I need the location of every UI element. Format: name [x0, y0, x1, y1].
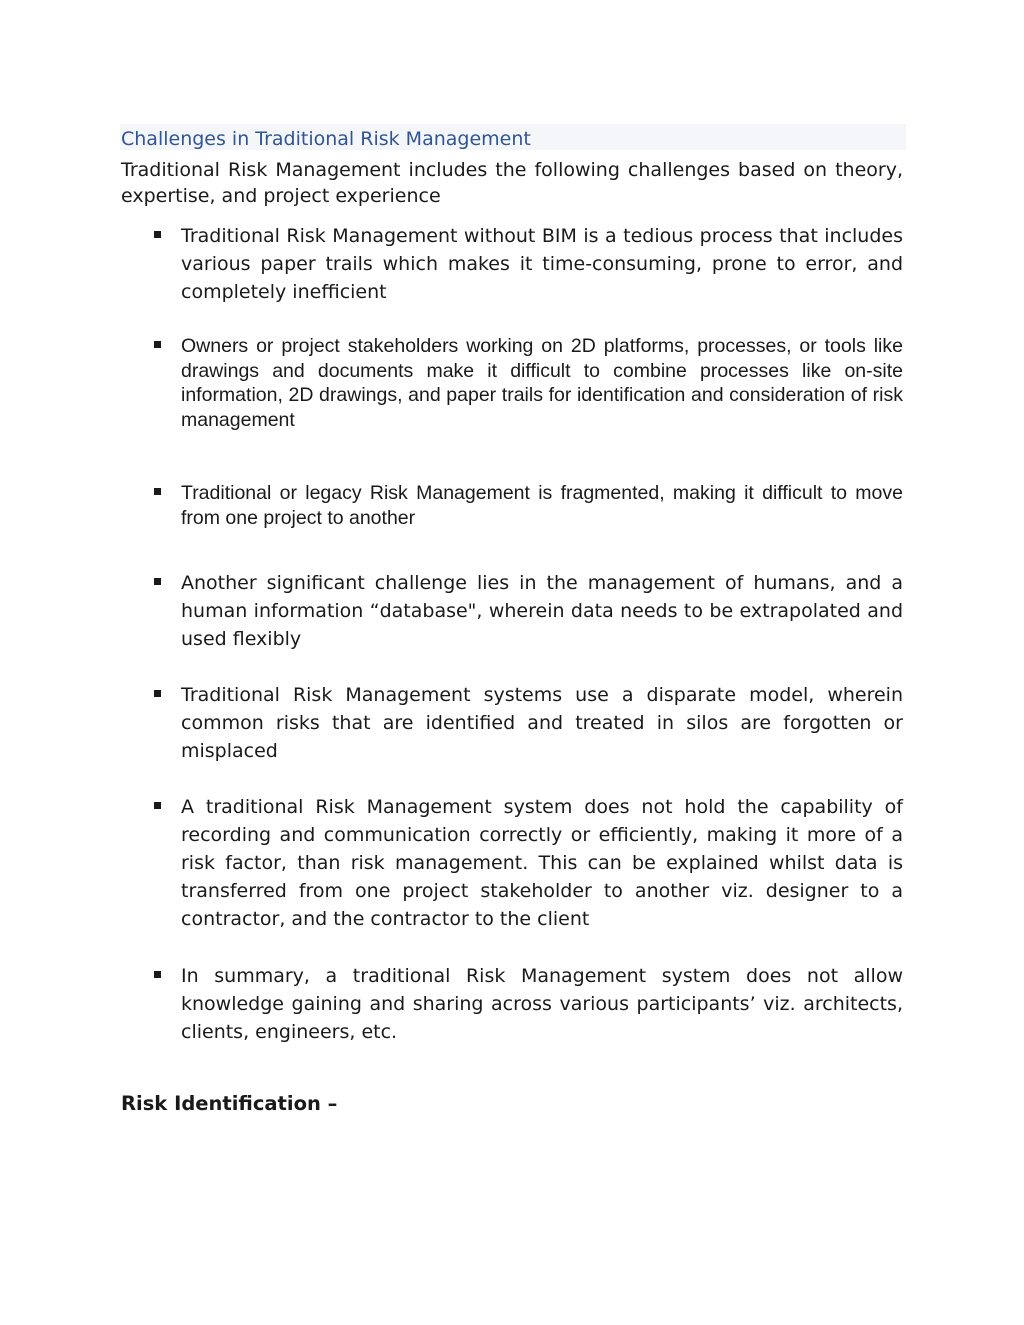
square-bullet-icon: [154, 578, 161, 585]
list-item-text: Traditional or legacy Risk Management is fragmented, making it difficult to move from one project to another: [181, 482, 903, 529]
next-section-heading: Risk Identification –: [121, 1092, 338, 1115]
list-item-text: A traditional Risk Management system does not hold the capability of recording and communication correctly or efficiently, making it more of a risk factor, than risk management. This can be explained whilst data is transferred from one project stakeholder to another viz. designer to a contractor, and the contractor to the client: [181, 796, 903, 930]
square-bullet-icon: [154, 488, 161, 495]
list-item-text: Another significant challenge lies in the management of humans, and a human information “database", wherein data needs to be extrapolated and used flexibly: [181, 572, 903, 650]
section-heading: Challenges in Traditional Risk Management: [121, 128, 531, 150]
square-bullet-icon: [154, 971, 161, 978]
list-item-text: Owners or project stakeholders working on 2D platforms, processes, or tools like drawings and documents make it difficult to combine processes like on-site information, 2D drawings, and paper trails for identification and consideration of risk management: [181, 335, 903, 431]
intro-paragraph: Traditional Risk Management includes the following challenges based on theory, expertise, and project experience: [121, 159, 903, 207]
square-bullet-icon: [154, 802, 161, 809]
square-bullet-icon: [154, 690, 161, 697]
square-bullet-icon: [154, 231, 161, 238]
list-item-text: Traditional Risk Management systems use a disparate model, wherein common risks that are identified and treated in silos are forgotten or misplaced: [181, 684, 903, 762]
list-item-text: Traditional Risk Management without BIM is a tedious process that includes various paper trails which makes it time-consuming, prone to error, and completely inefficient: [181, 225, 903, 303]
square-bullet-icon: [154, 341, 161, 348]
list-item-text: In summary, a traditional Risk Management system does not allow knowledge gaining and sharing across various participants’ viz. architects, clients, engineers, etc.: [181, 965, 903, 1043]
